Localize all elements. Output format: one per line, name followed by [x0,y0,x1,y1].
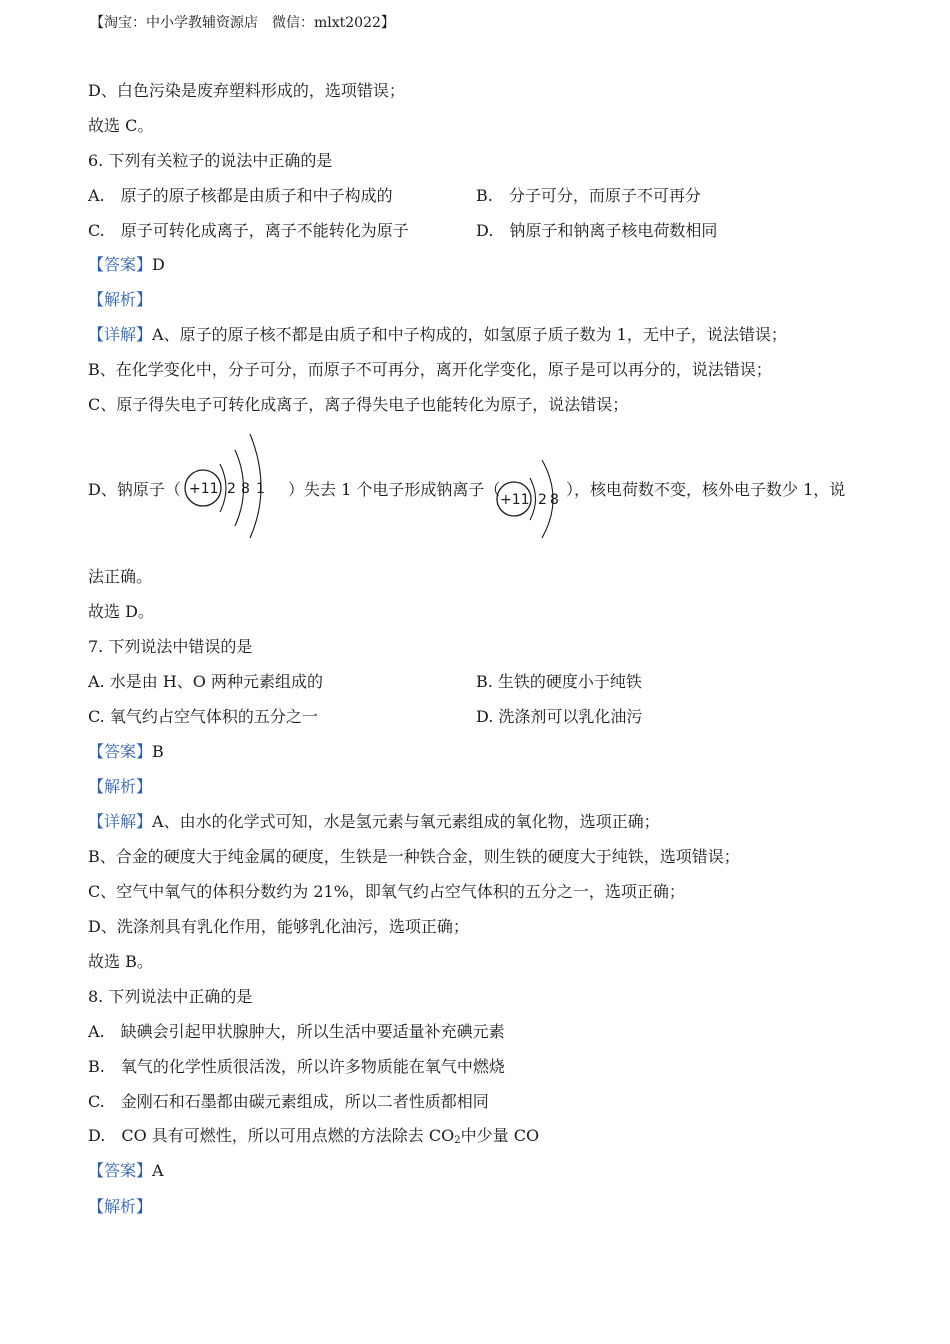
q6-detail-d-cont: 法正确。 [88,567,153,586]
shell-electrons-2: 8 [241,481,250,497]
q7-analysis-tag: 【解析】 [88,777,153,796]
q6-option-a: A. 原子的原子核都是由质子和中子构成的 [88,186,393,205]
answer-tag: 【答案】 [88,742,153,761]
q6-stem: 6. 下列有关粒子的说法中正确的是 [88,151,333,170]
q7-detail-c: C、空气中氧气的体积分数约为 21%，即氧气约占空气体积的五分之一，选项正确； [88,882,685,901]
q6-option-c: C. 原子可转化成离子，离子不能转化为原子 [88,221,409,240]
watermark-header: 【淘宝：中小学教辅资源店 微信：mlxt2022】 [90,15,395,31]
answer-value: A [152,1161,164,1180]
q7-detail-a [88,811,660,833]
q6-option-b: B. 分子可分，而原子不可再分 [476,186,701,205]
q6-detail-d-part1: D、钠原子（ [88,480,181,499]
answer-value: B [152,742,164,761]
q8-option-c: C. 金刚石和石墨都由碳元素组成，所以二者性质都相同 [88,1092,489,1111]
q8-option-b: B. 氧气的化学性质很活泼，所以许多物质能在氧气中燃烧 [88,1057,505,1076]
q8-stem: 8. 下列说法中正确的是 [88,987,253,1006]
q7-detail-d: D、洗涤剂具有乳化作用，能够乳化油污，选项正确； [88,917,469,936]
sodium-atom-diagram [180,430,272,542]
detail-tag: 【详解】 [88,325,153,344]
sodium-ion-diagram [494,456,564,544]
shell-electrons-1: 2 [227,481,236,497]
answer-value: D [152,255,165,274]
q7-option-c: C. 氧气约占空气体积的五分之一 [88,707,318,726]
detail-text: A、原子的原子核不都是由质子和中子构成的，如氢原子质子数为 1，无中子，说法错误； [152,325,787,344]
answer-tag: 【答案】 [88,1161,153,1180]
q7-option-a: A. 水是由 H、O 两种元素组成的 [88,672,323,691]
shell-electrons-1: 2 [538,492,547,508]
nucleus-charge: +11 [500,492,530,508]
detail-tag: 【详解】 [88,812,153,831]
option-d-text-1: D. CO 具有可燃性，所以可用点燃的方法除去 CO [88,1126,455,1145]
detail-text: A、由水的化学式可知，水是氢元素与氧元素组成的氧化物，选项正确； [152,812,660,831]
q6-detail-b: B、在化学变化中，分子可分，而原子不可再分，离开化学变化，原子是可以再分的，说法错误； [88,360,772,379]
q8-option-a: A. 缺碘会引起甲状腺肿大，所以生活中要适量补充碘元素 [88,1022,505,1041]
q6-detail-d-part2: ）失去 1 个电子形成钠离子（ [288,480,501,499]
q7-stem: 7. 下列说法中错误的是 [88,637,253,656]
q7-answer [88,741,164,763]
q8-answer [88,1160,164,1182]
q5-conclusion: 故选 C。 [88,116,154,135]
answer-tag: 【答案】 [88,255,153,274]
q8-option-d [88,1125,539,1152]
q6-conclusion: 故选 D。 [88,602,154,621]
q6-analysis-tag: 【解析】 [88,290,153,309]
q7-conclusion: 故选 B。 [88,952,153,971]
q7-option-d: D. 洗涤剂可以乳化油污 [476,707,643,726]
q6-detail-c: C、原子得失电子可转化成离子，离子得失电子也能转化为原子，说法错误； [88,395,629,414]
q5-option-d-explain: D、白色污染是废弃塑料形成的，选项错误； [88,81,405,100]
q6-answer [88,254,165,276]
nucleus-charge: +11 [189,481,219,497]
q6-detail-d-part3: ），核电荷数不变，核外电子数少 1，说 [566,480,846,499]
q7-detail-b: B、合金的硬度大于纯金属的硬度，生铁是一种铁合金，则生铁的硬度大于纯铁，选项错误； [88,847,740,866]
q6-detail-a [88,324,787,346]
shell-electrons-2: 8 [550,492,559,508]
shell-electrons-3: 1 [256,481,265,497]
q7-option-b: B. 生铁的硬度小于纯铁 [476,672,642,691]
option-d-text-2: 中少量 CO [460,1126,540,1145]
q6-option-d: D. 钠原子和钠离子核电荷数相同 [476,221,718,240]
co2-subscript: 2 [454,1135,461,1146]
q8-analysis-tag: 【解析】 [88,1197,153,1216]
